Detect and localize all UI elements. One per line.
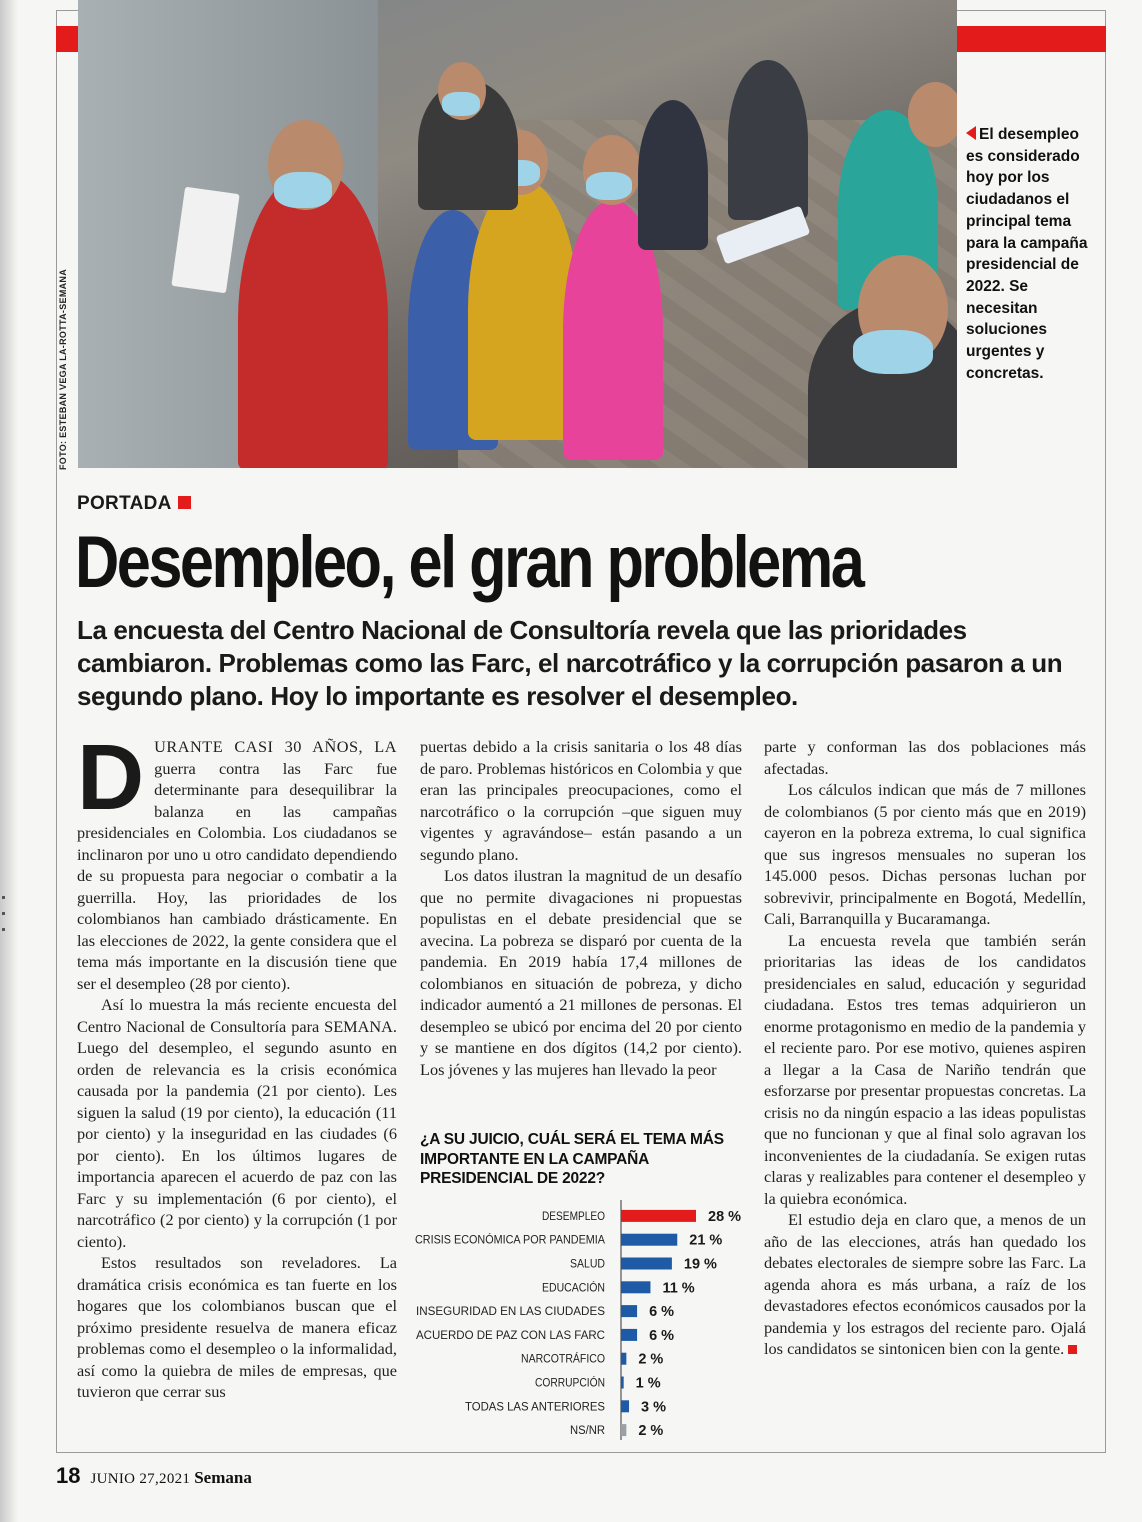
article-paragraph: Los datos ilustran la magnitud de un desafío que no permite divagaciones ni propuestas populistas en el debate presidencial que se avecina. La pobreza se disparó por cuenta de la pandemia. En 2019 había 17,4 millones de colombianos en situación de pobreza, y dicho indicador aumentó a 21 millones de personas. El desempleo se ubicó por encima del 20 por ciento y se mantiene en dos dígitos (14,2 por ciento). Los jóvenes y las mujeres han llevado la peor [420, 866, 742, 1079]
end-of-article-icon [1068, 1345, 1077, 1354]
red-accent-bar-right [957, 26, 1106, 52]
photo-person [638, 100, 708, 250]
chart-bar [621, 1424, 626, 1436]
chart-category-label: CRISIS ECONÓMICA POR PANDEMIA [415, 1234, 618, 1247]
page-number: 18 [56, 1463, 81, 1488]
page-footer [56, 1463, 252, 1489]
chart-value-label: 19 % [683, 1256, 717, 1273]
caption-pointer-icon [966, 126, 976, 140]
drop-cap: D [77, 725, 145, 829]
photo-person [728, 60, 808, 220]
article-paragraph: Así lo muestra la más reciente encuesta del Centro Nacional de Consultoría para SEMANA. Luego del desempleo, el segundo asunto en orden de relevancia es la crisis económica causada por la pandemia (21 por ciento). Les siguen la salud (19 por ciento), la educación (11 por ciento) y la inseguridad en las ciudades (6 por ciento). En los últimos lugares de importancia aparecen el acuerdo de paz con las Farc y su implementación (6 por ciento), el narcotráfico (2 por ciento) y la corrupción (1 por ciento). [77, 995, 397, 1251]
chart-bar [621, 1329, 637, 1341]
photo-caption [966, 124, 1096, 384]
cover-photo-queue-of-people [78, 0, 957, 468]
photo-face-mask [853, 330, 933, 374]
photo-face-mask [274, 172, 332, 208]
article-column-1 [77, 725, 397, 1403]
chart-title: ¿A SU JUICIO, CUÁL SERÁ EL TEMA MÁS IMPORTANTE EN LA CAMPAÑA PRESIDENCIAL DE 2022? [420, 1131, 724, 1187]
photo-face-mask [586, 172, 632, 200]
article-paragraph: Estos resultados son reveladores. La dramática crisis económica es tan fuerte en los hogares que los colombianos buscan que el próximo presidente resuelva de manera eficaz problemas como el desempleo o la informalidad, así como la quiebra de miles de empresas, que tuvieron que cerrar sus [77, 1253, 397, 1401]
photo-person-head [908, 82, 957, 147]
photo-face-mask [442, 92, 480, 116]
headline: Desempleo, el gran problema [75, 522, 863, 603]
article-paragraph [764, 1209, 1086, 1360]
edge-marks [2, 896, 5, 932]
article-paragraph: puertas debido a la crisis sanitaria o los 48 días de paro. Problemas históricos en Colombia y que eran las principales preocupaciones, como el narcotráfico o la corrupción –que siguen muy vigentes y agravándose– están pasando a un segundo plano. [420, 737, 742, 864]
article-paragraph: parte y conforman las dos poblaciones más afectadas. [764, 737, 1086, 778]
chart-bar [621, 1400, 629, 1412]
chart-bar [621, 1281, 650, 1293]
chart-bar [621, 1353, 626, 1365]
red-accent-bar-left [56, 26, 78, 52]
chart-category-label: EDUCACIÓN [542, 1282, 612, 1295]
chart-bar [621, 1258, 672, 1270]
chart-category-label: TODAS LAS ANTERIORES [465, 1401, 606, 1414]
article-paragraph-text: guerra contra las Farc fue determinante para desequilibrar la balanza en las campañas presidenciales en Colombia. Los ciudadanos se inclinaron por uno u otro candidato dependiendo de su propuesta para negociar o combatir a la guerrilla. Hoy, las prioridades de los colombianos han cambiado drásticamente. En las elecciones de 2022, la gente considera que el tema más importante en la discusión tiene que ser el desempleo (28 por ciento). [77, 758, 397, 993]
chart-category-label: SALUD [570, 1258, 605, 1271]
photo-person [238, 170, 388, 468]
page-gutter-shadow [0, 0, 18, 1522]
issue-date: JUNIO 27,2021 [90, 1471, 191, 1487]
article-paragraph: Los cálculos indican que más de 7 millones de colombianos (5 por ciento más que en 2019) cayeron en la pobreza extrema, lo cual significa que sus ingresos mensuales no superan los 145.000 pesos. Dichas personas luchan por sobrevivir, principalmente en Bogotá, Medellín, Cali, Barranquilla y Bucaramanga. [764, 780, 1086, 928]
chart-value-label: 6 % [649, 1304, 675, 1321]
chart-bar [621, 1210, 696, 1222]
chart-bar [621, 1377, 624, 1389]
chart-category-label: DESEMPLEO [542, 1210, 606, 1223]
chart-value-label: 28 % [708, 1208, 742, 1225]
article-paragraph: La encuesta revela que también serán prioritarias las ideas de los candidatos presidenciales en salud, educación y seguridad ciudadana. Estos tres temas adquirieron un enorme protagonismo en medio de la pandemia y el reciente paro. Por ese motivo, quienes aspiren a llegar a la Casa de Nariño tendrán que esforzarse por presentar propuestas concretas. La crisis no da ningún espacio a las ideas populistas que no funcionan y que al final solo agravan los inconvenientes de la ciudadanía. Se exigen rutas claras y realizables para contener el desempleo y la quiebra económica. [764, 930, 1086, 1208]
chart-value-label: 6 % [649, 1327, 675, 1344]
chart-value-label: 2 % [638, 1423, 664, 1440]
article-paragraph [77, 725, 397, 994]
chart-value-label: 21 % [689, 1232, 723, 1249]
section-label [77, 493, 191, 515]
chart-bar [621, 1305, 637, 1317]
subheadline: La encuesta del Centro Nacional de Consultoría revela que las prioridades cambiaron. Problemas como las Farc, el narcotráfico y la corrupción pasaron a un segundo plano. Hoy lo importante es resolver el desempleo. [77, 615, 1063, 711]
chart-category-label: CORRUPCIÓN [535, 1377, 614, 1390]
chart-category-label: NARCOTRÁFICO [521, 1353, 613, 1366]
chart-value-label: 11 % [662, 1280, 695, 1297]
chart-category-label: ACUERDO DE PAZ CON LAS FARC [416, 1329, 605, 1342]
chart-category-label: INSEGURIDAD EN LAS CIUDADES [416, 1306, 606, 1319]
chart-value-label: 3 % [641, 1399, 667, 1416]
article-column-3 [764, 736, 1086, 1360]
magazine-name: Semana [194, 1468, 252, 1487]
chart-value-label: 1 % [635, 1375, 661, 1392]
article-column-2 [420, 736, 742, 1080]
chart-bar [621, 1234, 677, 1246]
section-label-text: PORTADA [77, 493, 172, 514]
photo-credit: FOTO: ESTEBAN VEGA LA-ROTTA-SEMANA [58, 268, 68, 470]
photo-person [468, 180, 578, 440]
section-square-icon [178, 496, 191, 509]
chart-category-label: NS/NR [570, 1425, 605, 1438]
photo-caption-text: El desempleo es considerado hoy por los ciudadanos el principal tema para la campaña presidencial de 2022. Se necesitan soluciones urgentes y concretas. [966, 126, 1088, 382]
chart-value-label: 2 % [638, 1351, 664, 1368]
lead-in-caps: URANTE CASI 30 AÑOS, LA [154, 737, 397, 756]
article-paragraph-text: El estudio deja en claro que, a menos de un año de las elecciones, atrás han quedado los debates electorales de siempre sobre las Farc. La agenda ahora es más urbana, a raíz de los devastadores efectos económicos causados por la pandemia y los estragos del reciente paro. Ojalá los candidatos se sintonicen bien con la gente. [764, 1210, 1086, 1358]
survey-bar-chart [414, 1200, 754, 1440]
